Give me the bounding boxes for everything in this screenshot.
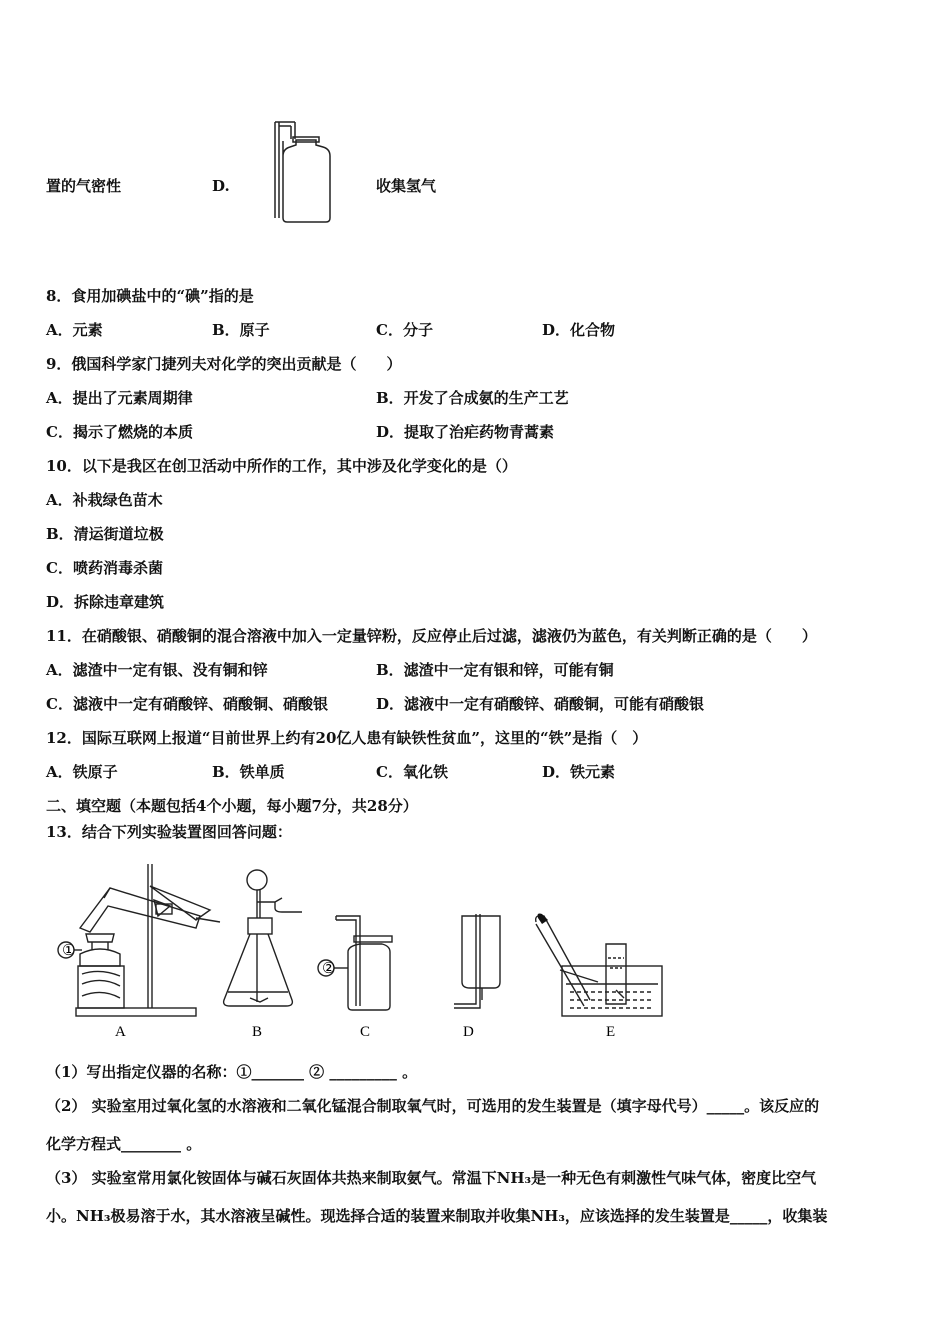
q13-part-1: （1）写出指定仪器的名称：①_______ ② _________ 。 xyxy=(46,1063,418,1081)
q10-option-a: A．补栽绿色苗木 xyxy=(46,491,163,509)
q9-option-d: D．提取了治疟药物青蒿素 xyxy=(376,423,555,441)
q13-stem: 13．结合下列实验装置图回答问题： xyxy=(46,823,292,841)
q11-option-b: B．滤渣中一定有银和锌，可能有铜 xyxy=(376,661,614,679)
q11-option-d: D．滤液中一定有硝酸锌、硝酸铜，可能有硝酸银 xyxy=(376,695,705,713)
q8-option-c: C．分子 xyxy=(376,321,433,339)
q10-option-c: C．喷药消毒杀菌 xyxy=(46,559,163,577)
apparatus-d xyxy=(454,914,500,1008)
q9-option-a: A．提出了元素周期律 xyxy=(46,389,193,407)
figure-label-a: A xyxy=(115,1024,126,1040)
q13-part-2-line-2: 化学方程式________ 。 xyxy=(46,1135,202,1153)
top-option-label: D. xyxy=(212,177,230,195)
figure-label-c: C xyxy=(360,1024,371,1040)
q13-part-2-line-1: （2） 实验室用过氧化氢的水溶液和二氧化锰混合制取氧气时，可选用的发生装置是（填字母代号）_____。该反应的 xyxy=(46,1097,820,1115)
q10-option-b: B．清运街道垃极 xyxy=(46,525,164,543)
q10-option-d: D．拆除违章建筑 xyxy=(46,593,165,611)
q9-option-c: C．揭示了燃烧的本质 xyxy=(46,423,193,441)
top-right-text: 收集氢气 xyxy=(376,177,437,195)
figure-label-b: B xyxy=(252,1024,263,1040)
q11-stem: 11．在硝酸银、硝酸铜的混合溶液中加入一定量锌粉，反应停止后过滤，滤液仍为蓝色，有关判断正确的是（ ） xyxy=(46,627,817,645)
q13-part-3-line-2: 小。NH₃极易溶于水，其水溶液呈碱性。现选择合适的装置来制取并收集NH₃，应该选择的发生装置是_____，收集装 xyxy=(46,1207,828,1225)
q10-stem: 10．以下是我区在创卫活动中所作的工作，其中涉及化学变化的是（） xyxy=(46,457,517,475)
figure-label-d: D xyxy=(463,1024,474,1040)
apparatus-a xyxy=(58,864,220,1016)
q12-option-c: C．氧化铁 xyxy=(376,763,448,781)
marker-2: ② xyxy=(322,961,336,977)
q8-option-a: A．元素 xyxy=(46,321,103,339)
gas-bottle-figure-d xyxy=(268,118,338,224)
q8-option-d: D．化合物 xyxy=(542,321,616,339)
q12-option-b: B．铁单质 xyxy=(212,763,285,781)
q12-option-d: D．铁元素 xyxy=(542,763,616,781)
q8-option-b: B．原子 xyxy=(212,321,270,339)
q13-part-3-line-1: （3） 实验室常用氯化铵固体与碱石灰固体共热来制取氨气。常温下NH₃是一种无色有刺激性气味气体，密度比空气 xyxy=(46,1169,817,1187)
apparatus-b xyxy=(224,870,302,1006)
q11-option-c: C．滤液中一定有硝酸锌、硝酸铜、硝酸银 xyxy=(46,695,328,713)
q12-option-a: A．铁原子 xyxy=(46,763,118,781)
q8-stem: 8．食用加碘盐中的“碘”指的是 xyxy=(46,287,254,305)
marker-1: ① xyxy=(62,943,76,959)
apparatus-e xyxy=(536,916,662,1016)
q11-option-a: A．滤渣中一定有银、没有铜和锌 xyxy=(46,661,268,679)
q9-option-b: B．开发了合成氨的生产工艺 xyxy=(376,389,569,407)
top-left-text: 置的气密性 xyxy=(46,177,122,195)
q9-stem: 9．俄国科学家门捷列夫对化学的突出贡献是（ ） xyxy=(46,355,402,373)
section-2-heading: 二、填空题（本题包括4个小题，每小题7分，共28分） xyxy=(46,797,418,815)
q12-stem: 12．国际互联网上报道“目前世界上约有20亿人患有缺铁性贫血”，这里的“铁”是指（ ） xyxy=(46,729,648,747)
apparatus-figure xyxy=(50,858,670,1043)
figure-label-e: E xyxy=(606,1024,616,1040)
